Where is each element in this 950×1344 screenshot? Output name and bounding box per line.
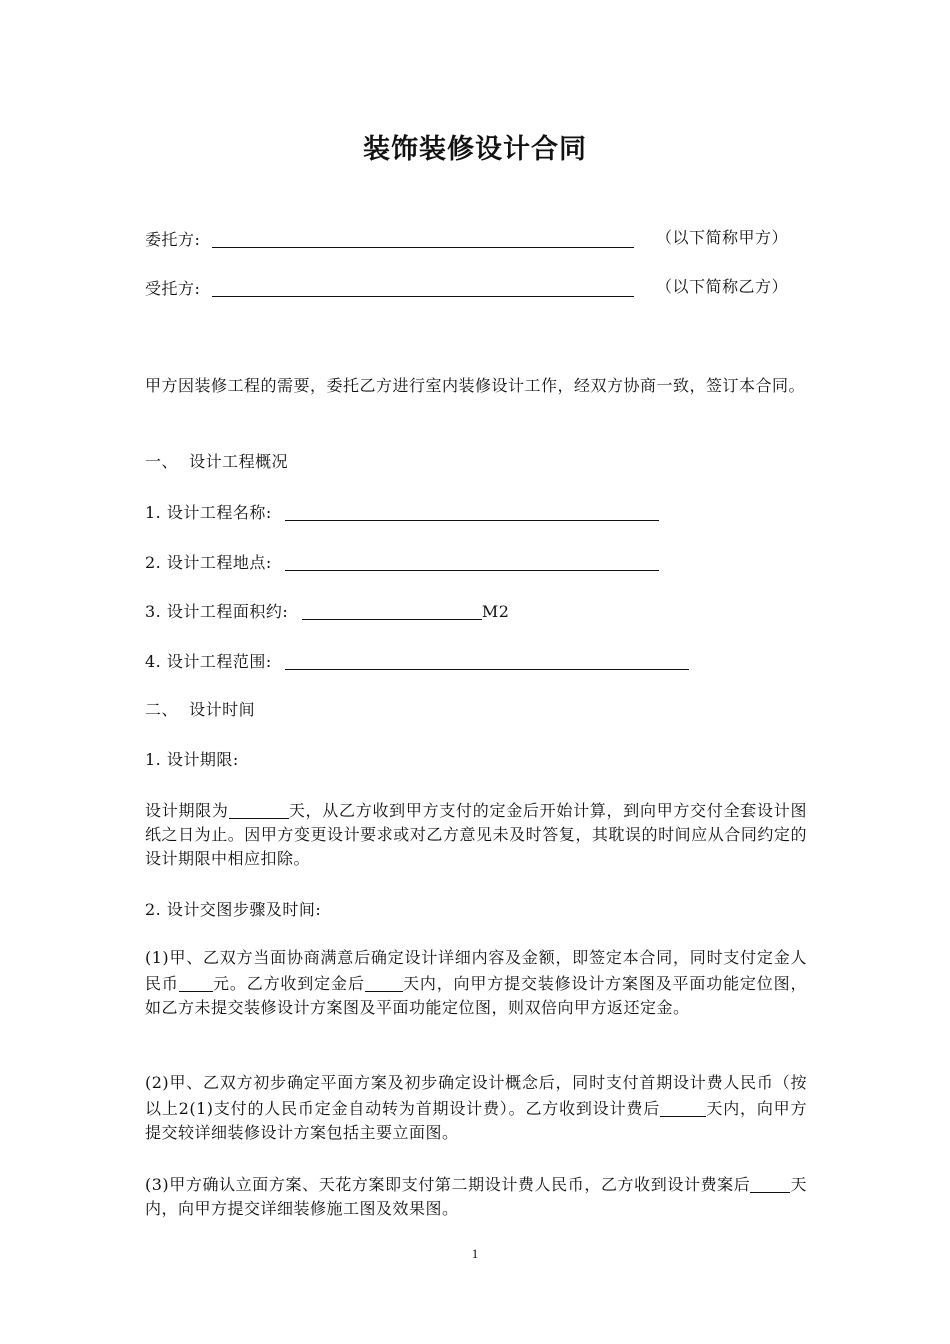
project-location-blank[interactable] bbox=[285, 552, 659, 571]
deposit-amount-blank[interactable] bbox=[179, 973, 213, 992]
party-b-blank[interactable] bbox=[212, 278, 634, 297]
design-period-text-a: 设计期限为 bbox=[145, 801, 229, 820]
step-2-text-a: (2)甲、乙双方初步确定平面方案及初步确定设计概念后，同时支付首期设计费人民币（按以上2(1)支付的人民币定金自动转为首期设计费）。乙方收到设计费后 bbox=[145, 1073, 807, 1118]
project-scope-label: 4. 设计工程范围: bbox=[145, 652, 272, 671]
step-2-days-blank[interactable] bbox=[660, 1098, 706, 1117]
project-location-label: 2. 设计工程地点: bbox=[145, 553, 272, 572]
design-period-paragraph bbox=[145, 797, 807, 871]
step-3-paragraph bbox=[145, 1171, 807, 1221]
step-1-text-b: 元。乙方收到定金后 bbox=[212, 974, 365, 993]
party-b-note: （以下简称乙方） bbox=[656, 277, 789, 296]
delivery-steps-label: 2. 设计交图步骤及时间: bbox=[145, 900, 322, 919]
step-3-days-blank[interactable] bbox=[750, 1174, 790, 1193]
design-period-label: 1. 设计期限: bbox=[145, 750, 239, 769]
party-a-note: （以下简称甲方） bbox=[656, 228, 789, 247]
design-period-days-blank[interactable] bbox=[229, 800, 289, 819]
party-a-blank[interactable] bbox=[212, 229, 634, 248]
project-scope-line bbox=[145, 648, 689, 674]
section-2-heading: 二、 设计时间 bbox=[145, 700, 256, 719]
project-name-blank[interactable] bbox=[285, 502, 659, 521]
party-b-line bbox=[145, 275, 634, 301]
page-number: 1 bbox=[471, 1246, 479, 1261]
step-1-days-blank[interactable] bbox=[365, 973, 403, 992]
project-area-line bbox=[145, 598, 509, 624]
project-name-label: 1. 设计工程名称: bbox=[145, 503, 272, 522]
design-period-text-b: 天，从乙方收到甲方支付的定金后开始计算，到向甲方交付全套设计图纸之日为止。因甲方变更设计要求或对乙方意见未及时答复，其耽误的时间应从合同约定的设计期限中相应扣除。 bbox=[145, 801, 807, 868]
document-title: 装饰装修设计合同 bbox=[363, 134, 587, 165]
step-3-text-a: (3)甲方确认立面方案、天花方案即支付第二期设计费人民币，乙方收到设计费案后 bbox=[145, 1175, 751, 1194]
step-2-text-b: 天内，向甲方提交较详细装修设计方案包括主要立面图。 bbox=[145, 1099, 807, 1142]
step-3-text-b: 天内，向甲方提交详细装修施工图及效果图。 bbox=[145, 1175, 807, 1218]
project-area-blank[interactable] bbox=[302, 601, 482, 620]
project-location-line bbox=[145, 549, 659, 575]
project-name-line bbox=[145, 499, 659, 525]
project-area-label: 3. 设计工程面积约: bbox=[145, 602, 289, 621]
project-scope-blank[interactable] bbox=[285, 651, 689, 670]
step-1-paragraph bbox=[145, 946, 807, 1020]
step-2-paragraph bbox=[145, 1071, 807, 1145]
step-1-text-c: 天内，向甲方提交装修设计方案图及平面功能定位图，如乙方未提交装修设计方案图及平面功能定位图，则双倍向甲方返还定金。 bbox=[145, 974, 807, 1017]
step-1-text-a: (1)甲、乙双方当面协商满意后确定设计详细内容及金额，即签定本合同，同时支付定金人民币 bbox=[145, 948, 807, 993]
intro-paragraph: 甲方因装修工程的需要，委托乙方进行室内装修设计工作，经双方协商一致，签订本合同。 bbox=[145, 376, 806, 395]
party-a-line bbox=[145, 226, 634, 252]
party-b-label: 受托方: bbox=[145, 279, 201, 298]
project-area-unit: M2 bbox=[481, 602, 510, 621]
party-a-label: 委托方: bbox=[145, 230, 201, 249]
section-1-heading: 一、 设计工程概况 bbox=[145, 452, 289, 471]
